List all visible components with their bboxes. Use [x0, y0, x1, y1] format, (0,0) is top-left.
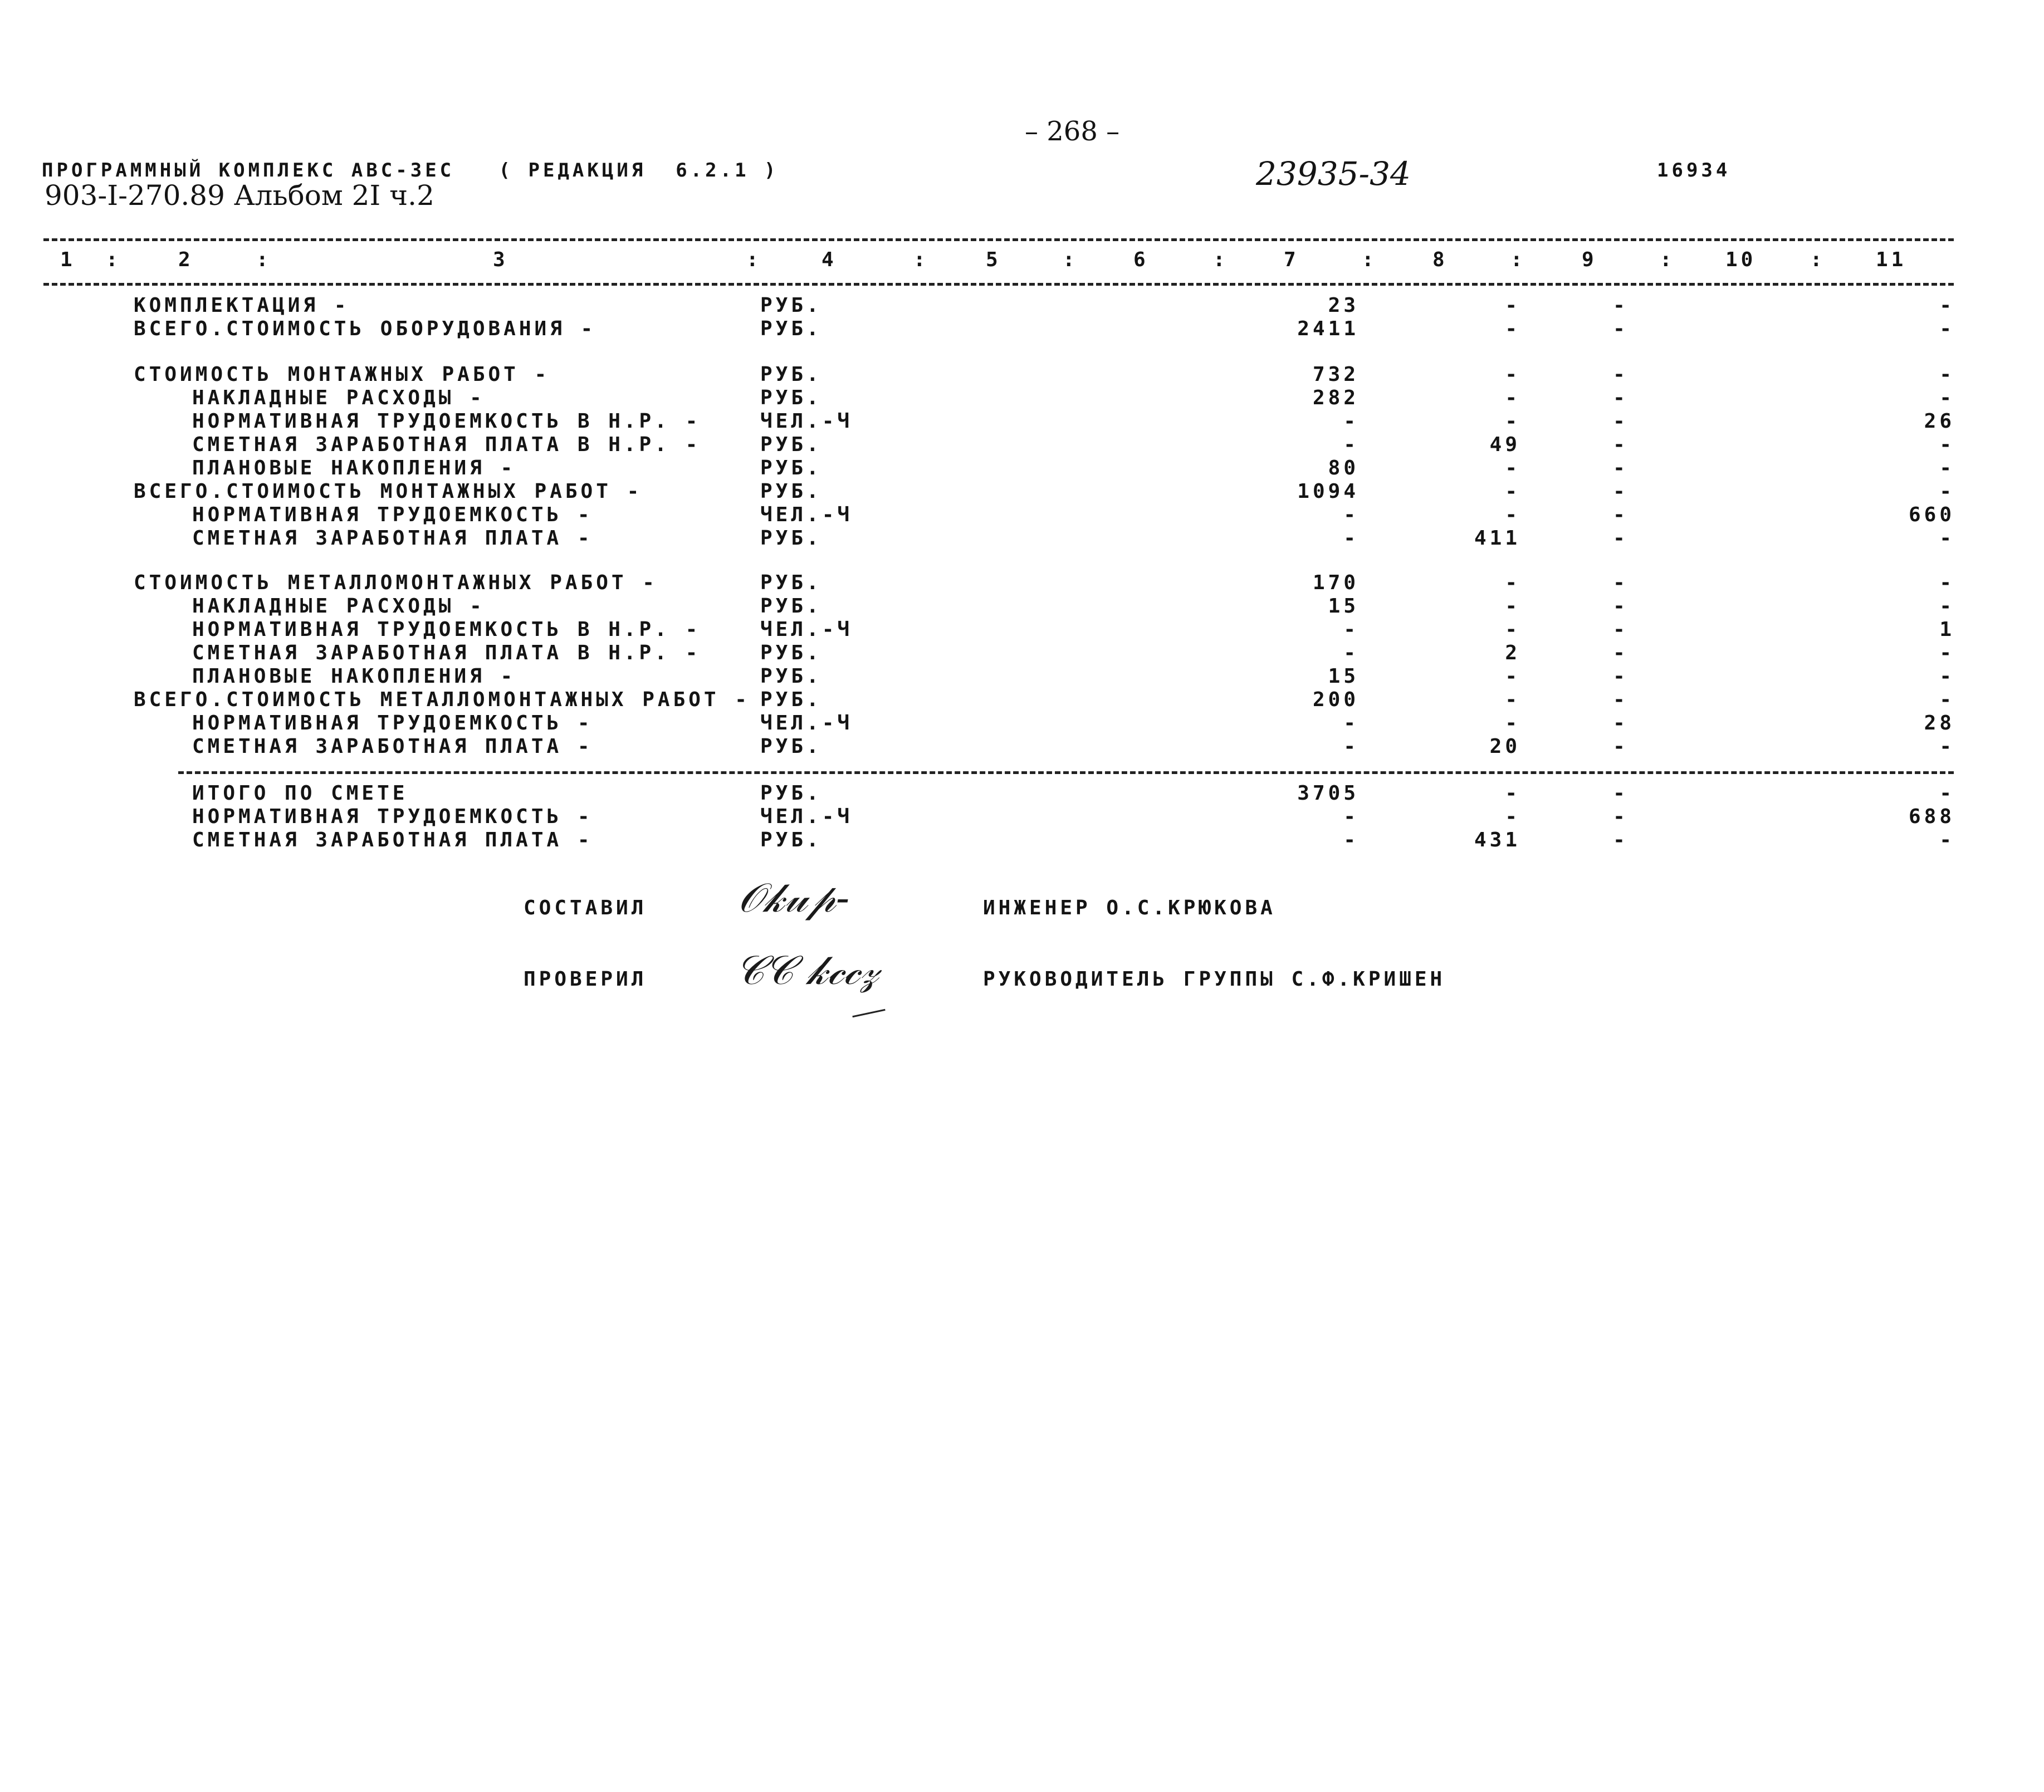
col-num-2: 2 [178, 248, 194, 271]
row-label: СТОИМОСТЬ МОНТАЖНЫХ РАБОТ - [134, 363, 550, 386]
cell-col-9: - [1613, 712, 1629, 735]
col-num-11: 11 [1876, 248, 1907, 271]
cell-col-8: - [1505, 618, 1520, 641]
table-row [0, 829, 2044, 852]
header-docnum: 23935-34 [1256, 155, 1411, 193]
table-row [0, 317, 2044, 341]
signature-name-compiled: ИНЖЕНЕР О.С.КРЮКОВА [983, 897, 1276, 919]
row-unit: РУБ. [760, 642, 822, 664]
row-unit: ЧЕЛ.-Ч [760, 618, 853, 641]
cell-col-8: 2 [1505, 642, 1520, 664]
cell-col-7: - [1343, 433, 1359, 456]
row-unit: ЧЕЛ.-Ч [760, 805, 853, 828]
cell-col-8: - [1505, 595, 1520, 618]
signature-label-compiled: СОСТАВИЛ [524, 897, 647, 919]
col-num-3: 3 [493, 248, 508, 271]
cell-col-9: - [1613, 829, 1629, 851]
cell-col-8: - [1505, 480, 1520, 503]
cell-col-8: 411 [1474, 527, 1520, 550]
table-row [0, 503, 2044, 527]
row-label: НОРМАТИВНАЯ ТРУДОЕМКОСТЬ В Н.Р. - [192, 410, 701, 433]
row-label: НОРМАТИВНАЯ ТРУДОЕМКОСТЬ - [192, 503, 593, 526]
cell-col-11: 28 [1924, 712, 1955, 735]
col-num-5: 5 [986, 248, 1001, 271]
cell-col-11: - [1939, 527, 1955, 550]
table-row [0, 735, 2044, 758]
row-label: СМЕТНАЯ ЗАРАБОТНАЯ ПЛАТА В Н.Р. - [192, 433, 701, 456]
col-num-9: 9 [1582, 248, 1597, 271]
signature-underline [852, 1009, 885, 1017]
signature-name-checked: РУКОВОДИТЕЛЬ ГРУППЫ С.Ф.КРИШЕН [983, 968, 1446, 991]
cell-col-8: - [1505, 805, 1520, 828]
cell-col-9: - [1613, 410, 1629, 433]
table-row [0, 595, 2044, 618]
row-label: ВСЕГО.СТОИМОСТЬ МОНТАЖНЫХ РАБОТ - [134, 480, 643, 503]
cell-col-9: - [1613, 527, 1629, 550]
cell-col-7: - [1343, 618, 1359, 641]
cell-col-8: - [1505, 503, 1520, 526]
row-unit: РУБ. [760, 665, 822, 688]
cell-col-9: - [1613, 317, 1629, 340]
row-unit: ЧЕЛ.-Ч [760, 410, 853, 433]
cell-col-7: 80 [1328, 457, 1359, 479]
cell-col-7: 3705 [1297, 782, 1359, 805]
cell-col-9: - [1613, 503, 1629, 526]
cell-col-8: - [1505, 712, 1520, 735]
cell-col-11: - [1939, 433, 1955, 456]
row-label: НОРМАТИВНАЯ ТРУДОЕМКОСТЬ - [192, 712, 593, 735]
table-row [0, 782, 2044, 805]
cell-col-9: - [1613, 363, 1629, 386]
cell-col-9: - [1613, 618, 1629, 641]
cell-col-7: 1094 [1297, 480, 1359, 503]
cell-col-7: 15 [1328, 665, 1359, 688]
cell-col-9: - [1613, 571, 1629, 594]
page-number: – 268 – [1025, 116, 1120, 147]
cell-col-7: 732 [1312, 363, 1359, 386]
col-num-7: 7 [1284, 248, 1299, 271]
cell-col-9: - [1613, 665, 1629, 688]
row-unit: РУБ. [760, 595, 822, 618]
row-unit: РУБ. [760, 294, 822, 317]
header-code: 16934 [1657, 159, 1731, 182]
cell-col-7: 2411 [1297, 317, 1359, 340]
row-label: НАКЛАДНЫЕ РАСХОДЫ - [192, 386, 485, 409]
row-unit: РУБ. [760, 688, 822, 711]
row-label: СМЕТНАЯ ЗАРАБОТНАЯ ПЛАТА - [192, 527, 593, 550]
cell-col-7: - [1343, 642, 1359, 664]
row-label: СТОИМОСТЬ МЕТАЛЛОМОНТАЖНЫХ РАБОТ - [134, 571, 658, 594]
col-sep: : [746, 248, 762, 271]
cell-col-9: - [1613, 457, 1629, 479]
rule-before-total [178, 771, 1954, 774]
table-row [0, 618, 2044, 642]
row-unit: РУБ. [760, 457, 822, 479]
cell-col-11: - [1939, 782, 1955, 805]
col-sep: : [1362, 248, 1377, 271]
table-row [0, 688, 2044, 712]
table-row [0, 433, 2044, 457]
header-program: ПРОГРАММНЫЙ КОМПЛЕКС АВС-ЗЕС ( РЕДАКЦИЯ 6.2.1 ) [42, 159, 779, 182]
cell-col-11: - [1939, 571, 1955, 594]
signature-mark-checked: 𝒞𝒞 𝓀𝒸𝒸𝓏 [735, 947, 879, 993]
row-label: НАКЛАДНЫЕ РАСХОДЫ - [192, 595, 485, 618]
cell-col-11: - [1939, 829, 1955, 851]
col-sep: : [256, 248, 272, 271]
col-sep: : [1213, 248, 1229, 271]
cell-col-7: 15 [1328, 595, 1359, 618]
table-row [0, 480, 2044, 503]
row-unit: РУБ. [760, 363, 822, 386]
cell-col-11: - [1939, 294, 1955, 317]
cell-col-8: - [1505, 294, 1520, 317]
cell-col-11: - [1939, 595, 1955, 618]
cell-col-7: 200 [1312, 688, 1359, 711]
cell-col-9: - [1613, 642, 1629, 664]
table-row [0, 642, 2044, 665]
row-unit: РУБ. [760, 527, 822, 550]
row-label: ВСЕГО.СТОИМОСТЬ ОБОРУДОВАНИЯ - [134, 317, 596, 340]
cell-col-8: - [1505, 571, 1520, 594]
row-label: НОРМАТИВНАЯ ТРУДОЕМКОСТЬ - [192, 805, 593, 828]
cell-col-9: - [1613, 688, 1629, 711]
row-label: СМЕТНАЯ ЗАРАБОТНАЯ ПЛАТА - [192, 829, 593, 851]
cell-col-7: - [1343, 735, 1359, 758]
row-unit: РУБ. [760, 735, 822, 758]
row-label: КОМПЛЕКТАЦИЯ - [134, 294, 350, 317]
cell-col-9: - [1613, 294, 1629, 317]
col-sep: : [1660, 248, 1675, 271]
col-num-8: 8 [1432, 248, 1448, 271]
cell-col-11: - [1939, 317, 1955, 340]
cell-col-11: 688 [1908, 805, 1955, 828]
cell-col-11: - [1939, 642, 1955, 664]
table-row [0, 294, 2044, 317]
row-label: ПЛАНОВЫЕ НАКОПЛЕНИЯ - [192, 665, 516, 688]
col-num-1: 1 [60, 248, 76, 271]
col-sep: : [1510, 248, 1526, 271]
header-project: 903-I-270.89 Альбом 2I ч.2 [45, 179, 434, 212]
cell-col-8: - [1505, 457, 1520, 479]
cell-col-9: - [1613, 433, 1629, 456]
row-unit: ЧЕЛ.-Ч [760, 712, 853, 735]
cell-col-11: - [1939, 688, 1955, 711]
cell-col-8: - [1505, 688, 1520, 711]
cell-col-11: - [1939, 735, 1955, 758]
cell-col-11: - [1939, 457, 1955, 479]
col-sep: : [913, 248, 929, 271]
cell-col-11: - [1939, 386, 1955, 409]
col-sep: : [1810, 248, 1826, 271]
table-row [0, 665, 2044, 688]
cell-col-11: - [1939, 480, 1955, 503]
cell-col-11: 26 [1924, 410, 1955, 433]
row-label: ВСЕГО.СТОИМОСТЬ МЕТАЛЛОМОНТАЖНЫХ РАБОТ - [134, 688, 750, 711]
cell-col-11: 1 [1939, 618, 1955, 641]
row-label: НОРМАТИВНАЯ ТРУДОЕМКОСТЬ В Н.Р. - [192, 618, 701, 641]
row-unit: РУБ. [760, 571, 822, 594]
table-row [0, 527, 2044, 550]
cell-col-9: - [1613, 595, 1629, 618]
row-unit: РУБ. [760, 829, 822, 851]
cell-col-9: - [1613, 480, 1629, 503]
cell-col-7: - [1343, 503, 1359, 526]
cell-col-11: - [1939, 665, 1955, 688]
cell-col-8: - [1505, 363, 1520, 386]
cell-col-7: 23 [1328, 294, 1359, 317]
table-row [0, 805, 2044, 829]
row-unit: РУБ. [760, 386, 822, 409]
col-num-4: 4 [821, 248, 837, 271]
row-unit: ЧЕЛ.-Ч [760, 503, 853, 526]
cell-col-8: 431 [1474, 829, 1520, 851]
signature-mark-compiled: 𝒪𝓀𝓊𝓅- [738, 874, 850, 921]
rule-top [43, 238, 1954, 241]
row-label: ПЛАНОВЫЕ НАКОПЛЕНИЯ - [192, 457, 516, 479]
cell-col-7: - [1343, 712, 1359, 735]
cell-col-8: - [1505, 782, 1520, 805]
row-unit: РУБ. [760, 480, 822, 503]
cell-col-7: - [1343, 805, 1359, 828]
cell-col-8: - [1505, 386, 1520, 409]
signature-label-checked: ПРОВЕРИЛ [524, 968, 647, 991]
col-num-10: 10 [1725, 248, 1757, 271]
table-row [0, 712, 2044, 735]
rule-under-header [43, 283, 1954, 286]
table-row [0, 571, 2044, 595]
cell-col-9: - [1613, 805, 1629, 828]
cell-col-9: - [1613, 782, 1629, 805]
table-row [0, 386, 2044, 410]
cell-col-9: - [1613, 735, 1629, 758]
row-unit: РУБ. [760, 782, 822, 805]
cell-col-7: - [1343, 829, 1359, 851]
cell-col-7: - [1343, 527, 1359, 550]
table-row [0, 363, 2044, 386]
cell-col-8: 49 [1489, 433, 1520, 456]
cell-col-9: - [1613, 386, 1629, 409]
cell-col-8: - [1505, 410, 1520, 433]
row-label: СМЕТНАЯ ЗАРАБОТНАЯ ПЛАТА - [192, 735, 593, 758]
cell-col-8: - [1505, 317, 1520, 340]
table-row [0, 457, 2044, 480]
cell-col-7: 282 [1312, 386, 1359, 409]
cell-col-11: - [1939, 363, 1955, 386]
col-sep: : [1063, 248, 1078, 271]
cell-col-8: - [1505, 665, 1520, 688]
row-label: СМЕТНАЯ ЗАРАБОТНАЯ ПЛАТА В Н.Р. - [192, 642, 701, 664]
row-label: ИТОГО ПО СМЕТЕ [192, 782, 408, 805]
row-unit: РУБ. [760, 317, 822, 340]
col-sep: : [106, 248, 121, 271]
cell-col-8: 20 [1489, 735, 1520, 758]
table-row [0, 410, 2044, 433]
cell-col-11: 660 [1908, 503, 1955, 526]
row-unit: РУБ. [760, 433, 822, 456]
cell-col-7: - [1343, 410, 1359, 433]
cell-col-7: 170 [1312, 571, 1359, 594]
col-num-6: 6 [1133, 248, 1149, 271]
